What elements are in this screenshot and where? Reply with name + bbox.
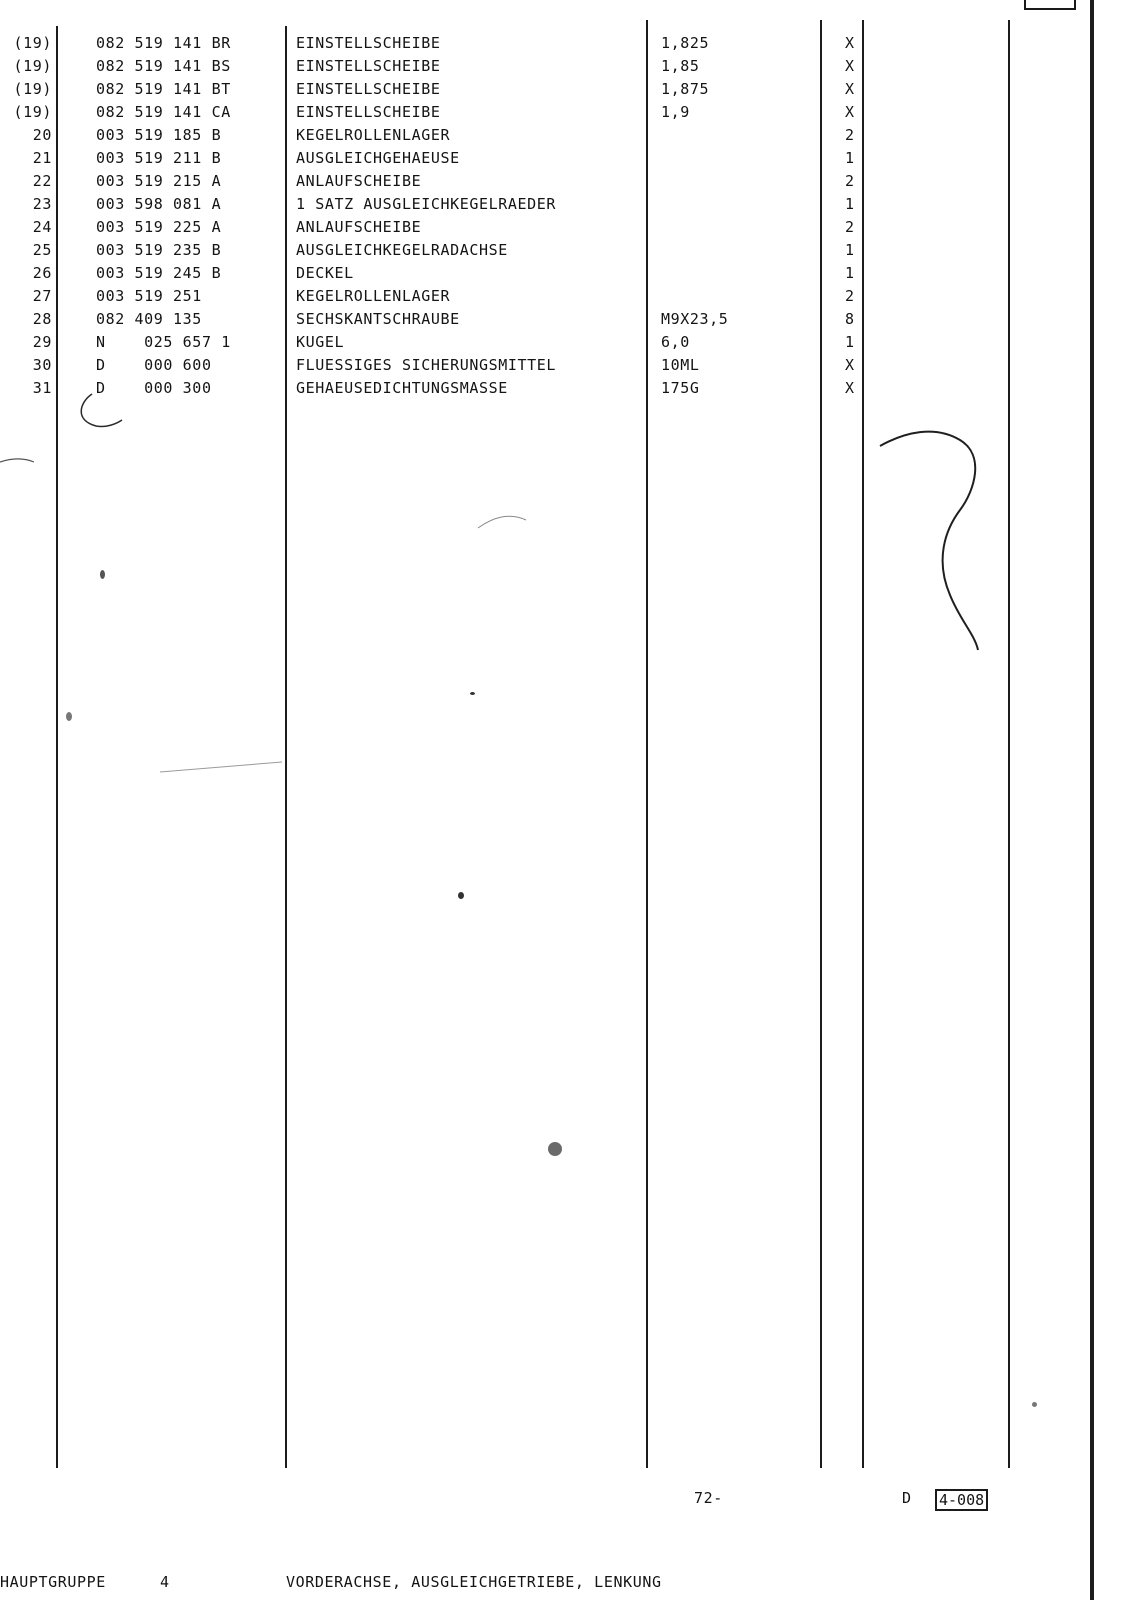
group-title: VORDERACHSE, AUSGLEICHGETRIEBE, LENKUNG	[286, 1573, 662, 1591]
table-row	[0, 78, 1000, 101]
part-description: KEGELROLLENLAGER	[296, 126, 451, 144]
position-number: 30	[32, 356, 52, 374]
table-row	[0, 32, 1000, 55]
part-description: EINSTELLSCHEIBE	[296, 80, 441, 98]
table-row	[0, 101, 1000, 124]
part-number: N 025 657 1	[96, 333, 231, 351]
part-number: 082 519 141 BR	[96, 34, 231, 52]
table-row	[0, 262, 1000, 285]
table-row	[0, 308, 1000, 331]
page-edge-rule	[1090, 0, 1094, 1600]
part-number: 003 519 235 B	[96, 241, 222, 259]
part-quantity: X	[845, 379, 855, 397]
part-quantity: 2	[845, 218, 855, 236]
position-number: (19)	[13, 34, 52, 52]
part-spec: 1,9	[661, 103, 690, 121]
part-quantity: X	[845, 80, 855, 98]
part-quantity: 1	[845, 195, 855, 213]
part-number: D 000 600	[96, 356, 212, 374]
part-number: 082 519 141 CA	[96, 103, 231, 121]
part-description: SECHSKANTSCHRAUBE	[296, 310, 460, 328]
table-row	[0, 216, 1000, 239]
table-row	[0, 285, 1000, 308]
part-spec: 1,85	[661, 57, 700, 75]
position-number: 26	[32, 264, 52, 282]
part-description: DECKEL	[296, 264, 354, 282]
part-quantity: 2	[845, 287, 855, 305]
position-number: 22	[32, 172, 52, 190]
position-number: (19)	[13, 57, 52, 75]
position-number: 25	[32, 241, 52, 259]
part-quantity: 1	[845, 264, 855, 282]
part-spec: 6,0	[661, 333, 690, 351]
part-number: 082 519 141 BT	[96, 80, 231, 98]
part-description: EINSTELLSCHEIBE	[296, 34, 441, 52]
part-number: 082 519 141 BS	[96, 57, 231, 75]
table-row	[0, 170, 1000, 193]
part-number: 003 519 211 B	[96, 149, 222, 167]
part-spec: 175G	[661, 379, 700, 397]
part-spec: M9X23,5	[661, 310, 729, 328]
scan-speck	[66, 712, 72, 721]
part-description: ANLAUFSCHEIBE	[296, 218, 422, 236]
position-number: 23	[32, 195, 52, 213]
scan-speck	[458, 892, 464, 899]
scan-speck	[1032, 1402, 1037, 1407]
part-description: GEHAEUSEDICHTUNGSMASSE	[296, 379, 508, 397]
part-description: FLUESSIGES SICHERUNGSMITTEL	[296, 356, 557, 374]
part-quantity: 2	[845, 172, 855, 190]
part-quantity: X	[845, 34, 855, 52]
part-quantity: X	[845, 57, 855, 75]
position-number: 20	[32, 126, 52, 144]
scan-speck	[470, 692, 475, 695]
part-spec: 1,875	[661, 80, 710, 98]
group-label: HAUPTGRUPPE	[0, 1573, 106, 1591]
table-row	[0, 239, 1000, 262]
part-number: 003 598 081 A	[96, 195, 222, 213]
part-description: 1 SATZ AUSGLEICHKEGELRAEDER	[296, 195, 557, 213]
part-quantity: 2	[845, 126, 855, 144]
position-number: (19)	[13, 80, 52, 98]
scan-speck	[548, 1142, 562, 1156]
part-quantity: 1	[845, 149, 855, 167]
part-description: EINSTELLSCHEIBE	[296, 57, 441, 75]
position-number: 21	[32, 149, 52, 167]
table-row	[0, 377, 1000, 400]
position-number: 24	[32, 218, 52, 236]
table-row	[0, 193, 1000, 216]
part-description: EINSTELLSCHEIBE	[296, 103, 441, 121]
part-description: ANLAUFSCHEIBE	[296, 172, 422, 190]
part-spec: 1,825	[661, 34, 710, 52]
part-quantity: X	[845, 103, 855, 121]
part-number: 003 519 245 B	[96, 264, 222, 282]
table-row	[0, 147, 1000, 170]
position-number: 29	[32, 333, 52, 351]
table-row	[0, 354, 1000, 377]
part-number: 003 519 215 A	[96, 172, 222, 190]
column-rule-remark	[1008, 20, 1010, 1468]
page-number: 72-	[694, 1489, 723, 1507]
part-description: AUSGLEICHGEHAEUSE	[296, 149, 460, 167]
part-quantity: 1	[845, 241, 855, 259]
part-number: 082 409 135	[96, 310, 202, 328]
position-number: (19)	[13, 103, 52, 121]
scan-speck	[100, 570, 105, 579]
position-number: 28	[32, 310, 52, 328]
part-description: KEGELROLLENLAGER	[296, 287, 451, 305]
language-code: D	[902, 1489, 912, 1507]
part-number: 003 519 185 B	[96, 126, 222, 144]
part-quantity: 1	[845, 333, 855, 351]
table-row	[0, 331, 1000, 354]
part-quantity: X	[845, 356, 855, 374]
part-spec: 10ML	[661, 356, 700, 374]
group-number: 4	[160, 1573, 170, 1591]
page-reference-box: 4-008	[935, 1489, 988, 1511]
part-quantity: 8	[845, 310, 855, 328]
part-description: KUGEL	[296, 333, 345, 351]
part-number: D 000 300	[96, 379, 212, 397]
part-number: 003 519 225 A	[96, 218, 222, 236]
table-row	[0, 55, 1000, 78]
part-description: AUSGLEICHKEGELRADACHSE	[296, 241, 508, 259]
position-number: 27	[32, 287, 52, 305]
position-number: 31	[32, 379, 52, 397]
part-number: 003 519 251	[96, 287, 202, 305]
table-row	[0, 124, 1000, 147]
corner-tab	[1024, 0, 1076, 10]
